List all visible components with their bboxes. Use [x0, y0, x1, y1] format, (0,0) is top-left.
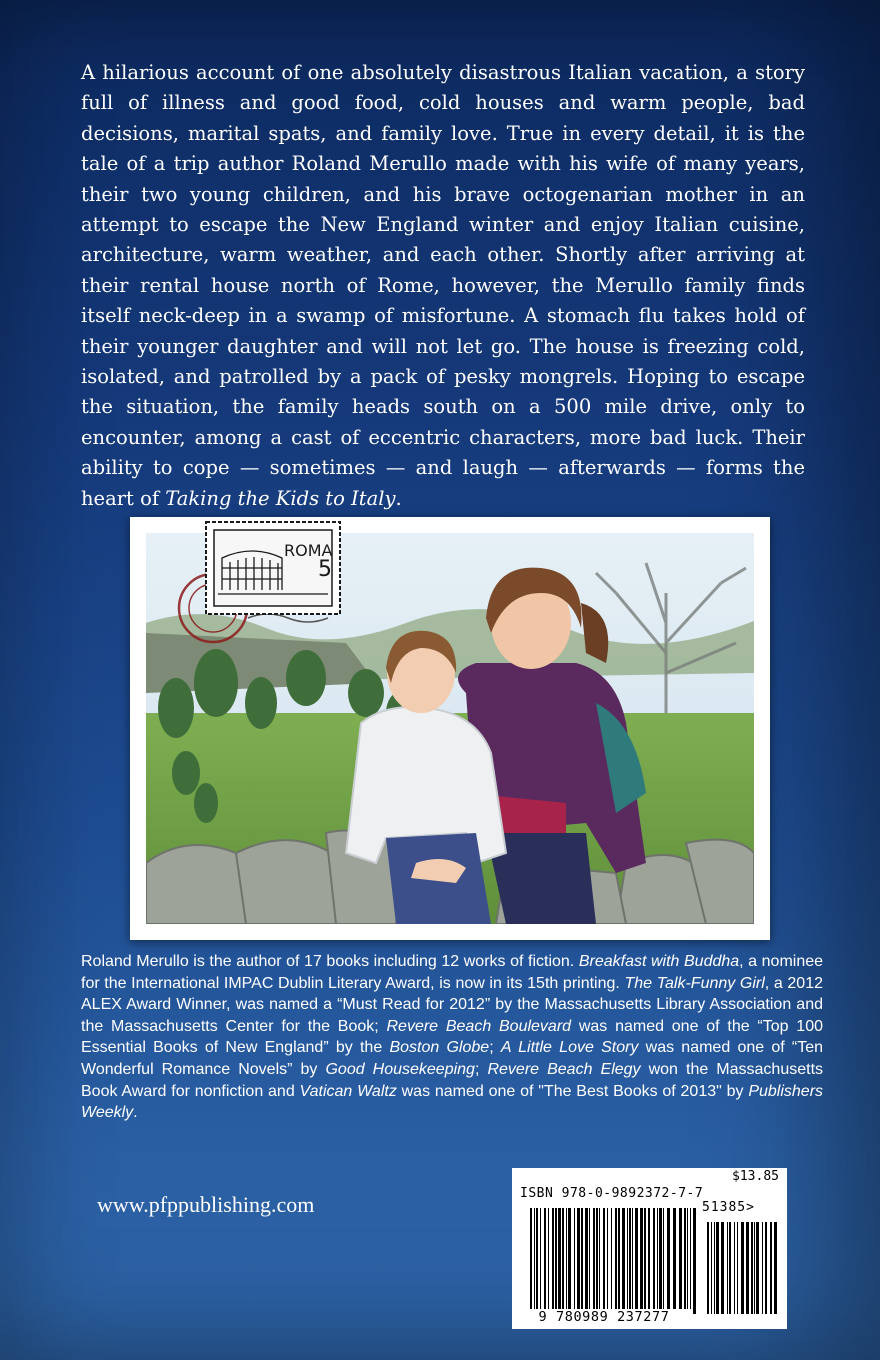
- bio-text: , a 2012 ALEX Award Winner, was named a “Must Read for 2012” by the Massachusetts Library Association and the Massachusetts Center for the Book;: [81, 974, 823, 1035]
- barcode-bar: [589, 1208, 590, 1314]
- bio-title: Revere Beach Boulevard: [386, 1017, 572, 1035]
- barcode-bar: [596, 1208, 598, 1314]
- bio-title: The Talk-Funny Girl: [624, 974, 765, 992]
- barcode-bar: [627, 1208, 628, 1314]
- barcode-bar: [540, 1208, 541, 1314]
- roma-stamp-postmark: [168, 518, 348, 648]
- barcode-bar: [756, 1222, 759, 1314]
- isbn-label: ISBN 978-0-9892372-7-7: [520, 1186, 704, 1201]
- barcode-bar: [593, 1208, 595, 1314]
- bio-text: , a nominee for the International IMPAC Dublin Literary Award, is now in its 15th printing.: [81, 953, 824, 992]
- barcode-bar: [562, 1208, 564, 1314]
- barcode-bar: [555, 1208, 557, 1314]
- barcode-bar: [693, 1208, 696, 1314]
- barcode-bars: [530, 1208, 700, 1318]
- barcode-bar: [765, 1222, 767, 1314]
- author-bio: [81, 951, 823, 1124]
- bio-text: .: [133, 1104, 138, 1122]
- blurb-text: [81, 58, 805, 514]
- barcode-bar: [618, 1208, 620, 1314]
- barcode-bar: [615, 1208, 617, 1314]
- isbn-digits: 9 780989 237277: [516, 1309, 692, 1325]
- stamp-city: ROMA: [284, 541, 333, 560]
- barcode-bar: [629, 1208, 631, 1314]
- barcode-bar: [611, 1208, 612, 1314]
- barcode-bar: [762, 1222, 763, 1314]
- barcode-bar: [687, 1208, 688, 1314]
- barcode-bar: [585, 1208, 588, 1314]
- barcode-bar: [622, 1208, 625, 1314]
- barcode-bar: [544, 1208, 546, 1314]
- barcode-bar: [548, 1208, 549, 1314]
- barcode-bar: [663, 1208, 664, 1314]
- price-label: $13.85: [732, 1169, 779, 1184]
- barcode-bar: [727, 1222, 728, 1314]
- barcode-bar: [714, 1222, 715, 1314]
- barcode-bar: [774, 1222, 777, 1314]
- barcode-bar: [729, 1222, 731, 1314]
- bio-text: Roland Merullo is the author of 17 books including 12 works of fiction.: [81, 953, 579, 970]
- isbn-barcode: [512, 1168, 787, 1329]
- barcode-bar: [751, 1222, 753, 1314]
- blurb-book-title: Taking the Kids to Italy: [165, 486, 396, 510]
- barcode-bar: [577, 1208, 580, 1314]
- barcode-bar: [746, 1222, 749, 1314]
- barcode-bar: [536, 1208, 538, 1314]
- barcode-bar: [770, 1222, 772, 1314]
- bio-text: ;: [489, 1039, 501, 1057]
- publisher-website[interactable]: www.pfppublishing.com: [97, 1192, 315, 1217]
- barcode-bar: [530, 1208, 532, 1314]
- barcode-bar: [734, 1222, 735, 1314]
- barcode-bar: [534, 1208, 535, 1314]
- barcode-bar: [653, 1208, 655, 1314]
- barcode-bar: [721, 1222, 724, 1314]
- barcode-bar: [648, 1208, 650, 1314]
- barcode-bar: [679, 1208, 682, 1314]
- barcode-bar: [640, 1208, 643, 1314]
- bio-text: was named one of "The Best Books of 2013" by: [396, 1082, 749, 1100]
- barcode-addon-bars: [707, 1222, 777, 1318]
- addon-code: 51385>: [702, 1200, 755, 1215]
- barcode-bar: [737, 1222, 738, 1314]
- barcode-bar: [673, 1208, 676, 1314]
- barcode-bar: [581, 1208, 583, 1314]
- barcode-bar: [711, 1222, 712, 1314]
- bio-title: Boston Globe: [389, 1039, 490, 1057]
- barcode-bar: [657, 1208, 658, 1314]
- bio-text: ;: [474, 1060, 488, 1078]
- barcode-bar: [690, 1208, 691, 1314]
- barcode-bar: [741, 1222, 744, 1314]
- bio-title: Vatican Waltz: [299, 1082, 397, 1100]
- barcode-bar: [635, 1208, 638, 1314]
- barcode-bar: [558, 1208, 561, 1314]
- barcode-bar: [632, 1208, 633, 1314]
- barcode-bar: [552, 1208, 554, 1314]
- barcode-bar: [667, 1208, 670, 1314]
- bio-text: was named one of the “Top 100 Essential Books of New England” by the: [81, 1017, 824, 1057]
- stamp-value: 5: [318, 557, 332, 582]
- bio-text: was named one of “Ten Wonderful Romance Novels” by: [81, 1039, 824, 1078]
- bio-title: A Little Love Story: [500, 1039, 639, 1057]
- barcode-bar: [607, 1208, 608, 1314]
- bio-title: Publishers Weekly: [81, 1082, 824, 1122]
- barcode-bar: [644, 1208, 646, 1314]
- blurb-end: .: [395, 486, 402, 510]
- barcode-bar: [599, 1208, 600, 1314]
- bio-title: Revere Beach Elegy: [487, 1060, 641, 1078]
- barcode-bar: [603, 1208, 605, 1314]
- bio-text: won the Massachusetts Book Award for nonfiction and: [81, 1060, 824, 1100]
- barcode-bar: [574, 1208, 575, 1314]
- bio-title: Breakfast with Buddha: [578, 953, 740, 970]
- barcode-bar: [684, 1208, 686, 1314]
- barcode-bar: [707, 1222, 709, 1314]
- blurb-main: A hilarious account of one absolutely disastrous Italian vacation, a story full of illness and good food, cold houses and warm people, bad decisions, marital spats, and family love. True in every detail, it is the tale of a trip author Roland Merullo made with his wife of many years, their two young children, and his brave octogenarian mother in an attempt to escape the New England winter and enjoy Italian cuisine, architecture, warm weather, and each other. Shortly after arriving at their rental house north of Rome, however, the Merullo family finds itself neck-deep in a swamp of misfortune. A stomach flu takes hold of their younger daughter and will not let go. The house is freezing cold, isolated, and patrolled by a pack of pesky mongrels. Hoping to escape the situation, the family heads south on a 500 mile drive, only to encounter, among a cast of eccentric characters, more bad luck. Their ability to cope — sometimes — and laugh — afterwards — forms the heart of: [81, 61, 805, 510]
- barcode-bar: [754, 1222, 755, 1314]
- barcode-bar: [659, 1208, 662, 1314]
- barcode-bar: [568, 1208, 571, 1314]
- bio-title: Good Housekeeping: [325, 1060, 475, 1078]
- barcode-bar: [716, 1222, 719, 1314]
- barcode-bar: [566, 1208, 567, 1314]
